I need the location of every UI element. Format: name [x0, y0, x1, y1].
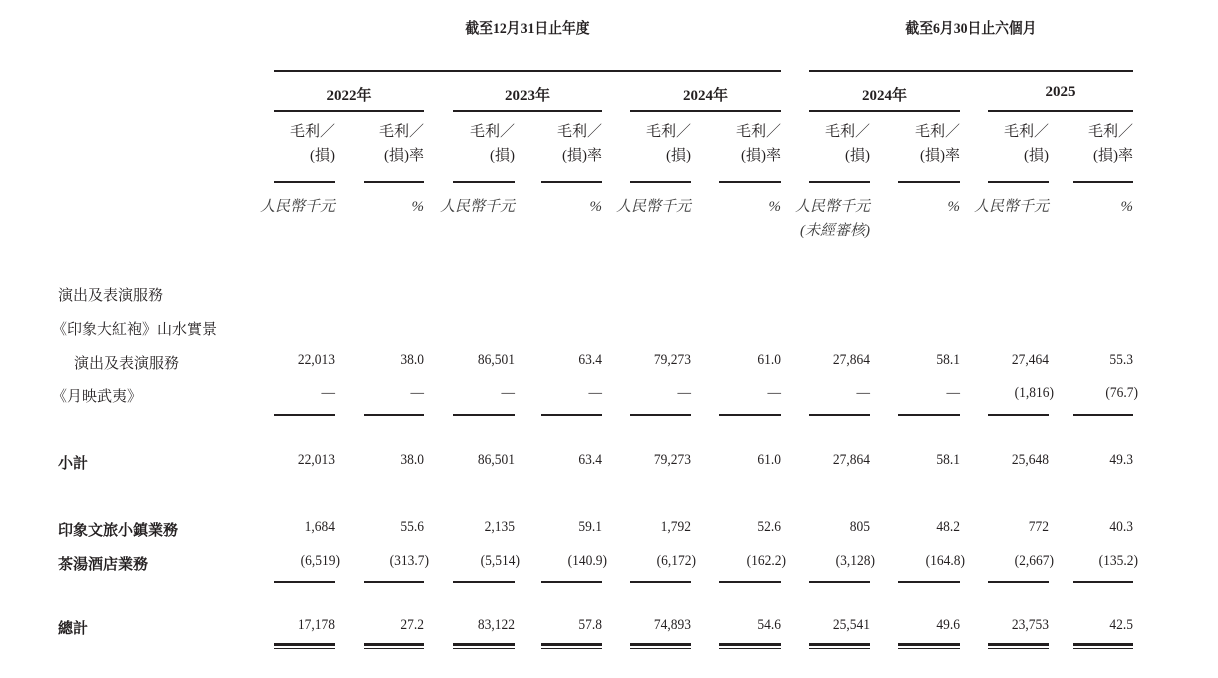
col-header-gross-margin: 毛利／ (損)率 [1087, 124, 1133, 164]
group-rule-interim [809, 70, 1133, 72]
subtotal-rule [809, 414, 870, 416]
cell: 86,501 [477, 352, 515, 368]
col-header-gross-margin: 毛利／ (損)率 [556, 124, 602, 164]
cell: 42.5 [1109, 617, 1133, 633]
unit-percent: % [768, 199, 781, 215]
cell: 49.3 [1109, 452, 1133, 468]
total-double-rule [364, 643, 424, 649]
pretotal-rule [809, 581, 870, 583]
row-label-subtotal: 小計 [58, 456, 89, 472]
cell: (313.7) [389, 553, 429, 569]
cell: 61.0 [757, 352, 781, 368]
unaudited-note: (未經審核) [800, 223, 870, 239]
group-title-interim: 截至6月30日止六個月 [905, 21, 1037, 37]
subtotal-rule [274, 414, 335, 416]
year-2022: 2022年 [326, 88, 372, 104]
col-rule [809, 181, 870, 183]
unit-rmb-thousand: 人民幣千元 [615, 199, 691, 215]
cell: — [856, 385, 870, 401]
total-double-rule [1073, 643, 1133, 649]
cell: (1,816) [1014, 385, 1054, 401]
cell: (140.9) [567, 553, 607, 569]
cell: 52.6 [757, 519, 781, 535]
unit-rmb-thousand: 人民幣千元 [259, 199, 335, 215]
total-double-rule [719, 643, 781, 649]
cell: 59.1 [578, 519, 602, 535]
col-header-gross-profit: 毛利／ (損) [469, 124, 515, 164]
col-rule [719, 181, 781, 183]
unit-rmb-thousand: 人民幣千元 [973, 199, 1049, 215]
total-double-rule [898, 643, 960, 649]
col-rule [630, 181, 691, 183]
col-header-gross-profit: 毛利／ (損) [645, 124, 691, 164]
cell: 38.0 [400, 452, 424, 468]
cell: 38.0 [400, 352, 424, 368]
cell: 55.3 [1109, 352, 1133, 368]
cell: 805 [849, 519, 870, 535]
cell: (164.8) [925, 553, 965, 569]
subtotal-rule [453, 414, 515, 416]
cell: 27.2 [400, 617, 424, 633]
col-rule [988, 181, 1049, 183]
year-2024: 2024年 [682, 88, 728, 104]
col-rule [274, 181, 335, 183]
cell: 79,273 [653, 452, 691, 468]
cell: 49.6 [936, 617, 960, 633]
cell: — [677, 385, 691, 401]
cell: 25,648 [1011, 452, 1049, 468]
subtotal-rule [988, 414, 1049, 416]
cell: (162.2) [746, 553, 786, 569]
col-rule [898, 181, 960, 183]
cell: 27,864 [832, 452, 870, 468]
unit-rmb-thousand: 人民幣千元 [794, 199, 870, 215]
cell: 61.0 [757, 452, 781, 468]
cell: 27,864 [832, 352, 870, 368]
pretotal-rule [630, 581, 691, 583]
col-rule [453, 181, 515, 183]
total-double-rule [809, 643, 870, 649]
subtotal-rule [541, 414, 602, 416]
cell: 58.1 [936, 452, 960, 468]
cell: — [501, 385, 515, 401]
cell: 57.8 [578, 617, 602, 633]
cell: 79,273 [653, 352, 691, 368]
col-rule [364, 181, 424, 183]
unit-percent: % [589, 199, 602, 215]
row-label-hotel-business: 茶湯酒店業務 [58, 557, 149, 573]
cell: 1,792 [660, 519, 691, 535]
year-rule [809, 110, 960, 112]
subtotal-rule [364, 414, 424, 416]
unit-percent: % [411, 199, 424, 215]
col-header-gross-margin: 毛利／ (損)率 [378, 124, 424, 164]
year-2023: 2023年 [504, 88, 550, 104]
cell: — [321, 385, 335, 401]
cell: 63.4 [578, 352, 602, 368]
year-rule [453, 110, 602, 112]
col-rule [541, 181, 602, 183]
cell: 48.2 [936, 519, 960, 535]
col-header-gross-margin: 毛利／ (損)率 [735, 124, 781, 164]
pretotal-rule [453, 581, 515, 583]
unit-rmb-thousand: 人民幣千元 [439, 199, 515, 215]
cell: 1,684 [304, 519, 335, 535]
row-label-performance-section: 演出及表演服務 [58, 288, 164, 304]
cell: 17,178 [297, 617, 335, 633]
cell: (6,519) [300, 553, 340, 569]
pretotal-rule [898, 581, 960, 583]
col-header-gross-margin: 毛利／ (損)率 [914, 124, 960, 164]
subtotal-rule [898, 414, 960, 416]
unit-percent: % [947, 199, 960, 215]
cell: 27,464 [1011, 352, 1049, 368]
year-2025-interim: 2025 [1045, 84, 1076, 100]
cell: 63.4 [578, 452, 602, 468]
cell: 23,753 [1011, 617, 1049, 633]
total-double-rule [274, 643, 335, 649]
row-label-town-business: 印象文旅小鎮業務 [58, 523, 179, 539]
row-label-impression-dahongpao: 《印象大紅袍》山水實景 [52, 322, 218, 338]
pretotal-rule [541, 581, 602, 583]
cell: (6,172) [656, 553, 696, 569]
unit-percent: % [1120, 199, 1133, 215]
year-2024-interim: 2024年 [861, 88, 907, 104]
row-label-moon-wuyi: 《月映武夷》 [52, 389, 143, 405]
pretotal-rule [274, 581, 335, 583]
col-header-gross-profit: 毛利／ (損) [824, 124, 870, 164]
col-header-gross-profit: 毛利／ (損) [289, 124, 335, 164]
cell: 54.6 [757, 617, 781, 633]
total-double-rule [541, 643, 602, 649]
cell: (76.7) [1105, 385, 1138, 401]
cell: 22,013 [297, 352, 335, 368]
cell: 40.3 [1109, 519, 1133, 535]
cell: — [767, 385, 781, 401]
cell: (5,514) [480, 553, 520, 569]
pretotal-rule [1073, 581, 1133, 583]
cell: — [410, 385, 424, 401]
cell: 83,122 [477, 617, 515, 633]
total-double-rule [988, 643, 1049, 649]
cell: — [946, 385, 960, 401]
group-rule-annual [274, 70, 781, 72]
cell: (3,128) [835, 553, 875, 569]
total-double-rule [453, 643, 515, 649]
cell: 22,013 [297, 452, 335, 468]
cell: 772 [1028, 519, 1049, 535]
subtotal-rule [719, 414, 781, 416]
cell: — [588, 385, 602, 401]
cell: 74,893 [653, 617, 691, 633]
row-label-impression-performance: 演出及表演服務 [74, 356, 180, 372]
cell: 25,541 [832, 617, 870, 633]
subtotal-rule [1073, 414, 1133, 416]
pretotal-rule [988, 581, 1049, 583]
year-rule [630, 110, 781, 112]
cell: (2,667) [1014, 553, 1054, 569]
year-rule [274, 110, 424, 112]
cell: 2,135 [484, 519, 515, 535]
subtotal-rule [630, 414, 691, 416]
row-label-total: 總計 [58, 621, 89, 637]
pretotal-rule [719, 581, 781, 583]
year-rule [988, 110, 1133, 112]
total-double-rule [630, 643, 691, 649]
cell: (135.2) [1098, 553, 1138, 569]
cell: 58.1 [936, 352, 960, 368]
col-header-gross-profit: 毛利／ (損) [1003, 124, 1049, 164]
cell: 55.6 [400, 519, 424, 535]
col-rule [1073, 181, 1133, 183]
pretotal-rule [364, 581, 424, 583]
cell: 86,501 [477, 452, 515, 468]
group-title-annual: 截至12月31日止年度 [465, 21, 590, 37]
